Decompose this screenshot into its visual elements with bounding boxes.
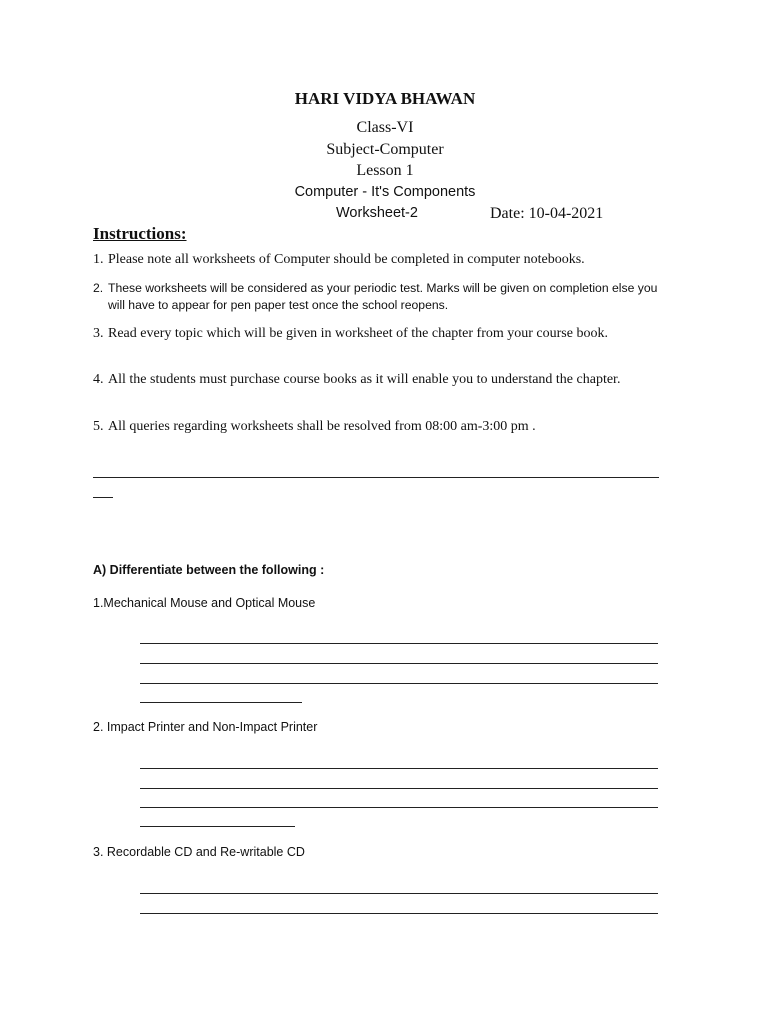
instruction-item-2 bbox=[93, 280, 663, 314]
instruction-text: Please note all worksheets of Computer should be completed in computer notebooks. bbox=[108, 252, 585, 267]
question-1-label: 1.Mechanical Mouse and Optical Mouse bbox=[93, 596, 316, 610]
topic-label: Computer - It's Components bbox=[294, 184, 476, 200]
instruction-text: Read every topic which will be given in worksheet of the chapter from your course book. bbox=[108, 326, 608, 341]
instruction-text: These worksheets will be considered as your periodic test. Marks will be given on completion else you will have to appear for pen paper test once the school reopens. bbox=[108, 281, 658, 312]
instruction-text: All queries regarding worksheets shall be resolved from 08:00 am-3:00 pm . bbox=[108, 419, 536, 434]
instruction-item-3 bbox=[93, 325, 638, 343]
answer-line[interactable] bbox=[140, 913, 658, 914]
question-3-label: 3. Recordable CD and Re-writable CD bbox=[93, 845, 305, 859]
instruction-number: 3. bbox=[93, 326, 104, 341]
class-label: Class-VI bbox=[356, 119, 414, 136]
answer-line[interactable] bbox=[140, 643, 658, 644]
answer-line[interactable] bbox=[140, 683, 658, 684]
instruction-number: 1. bbox=[93, 252, 104, 267]
instruction-number: 2. bbox=[93, 281, 104, 295]
instruction-number: 5. bbox=[93, 419, 104, 434]
instruction-number: 4. bbox=[93, 372, 104, 387]
question-2-label: 2. Impact Printer and Non-Impact Printer bbox=[93, 720, 318, 734]
date-label: Date: 10-04-2021 bbox=[490, 205, 604, 222]
instruction-item-5 bbox=[93, 418, 673, 436]
answer-line[interactable] bbox=[140, 768, 658, 769]
answer-line[interactable] bbox=[140, 826, 295, 827]
answer-line[interactable] bbox=[140, 702, 302, 703]
answer-line[interactable] bbox=[140, 788, 658, 789]
instruction-item-4 bbox=[93, 371, 638, 389]
lesson-label: Lesson 1 bbox=[356, 162, 414, 179]
subject-label: Subject-Computer bbox=[326, 141, 444, 158]
answer-line[interactable] bbox=[140, 807, 658, 808]
separator-line-tail bbox=[93, 497, 113, 498]
instructions-heading: Instructions: bbox=[93, 224, 187, 243]
answer-line[interactable] bbox=[140, 893, 658, 894]
section-a-heading: A) Differentiate between the following : bbox=[93, 563, 325, 577]
school-name: HARI VIDYA BHAWAN bbox=[294, 89, 476, 108]
instruction-item-1 bbox=[93, 251, 673, 269]
answer-line[interactable] bbox=[140, 663, 658, 664]
separator-line bbox=[93, 477, 659, 478]
worksheet-label: Worksheet-2 bbox=[336, 205, 418, 221]
instruction-text: All the students must purchase course books as it will enable you to understand the chapter. bbox=[108, 372, 621, 387]
